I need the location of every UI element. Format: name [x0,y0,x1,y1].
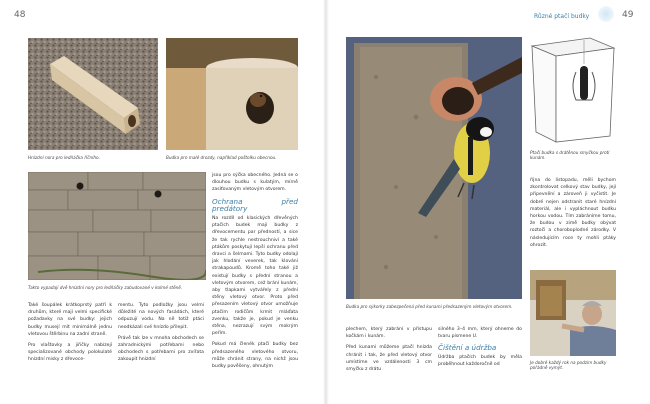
paragraph: Před kunami můžeme ptačí hnízda chránit i tak, že před vletový otvor umístíme ve vzdálenosti 3 cm smyčku z drátu [346,345,432,373]
wall-photo [28,172,206,280]
paragraph: Na rozdíl od klasických dřevěných ptačích budek mají budky z dřevocementu par předností, a sice že tak rychle nestrouchniví a také ptákům poskytují lepší ochranu před dravci a šelmami. Tyto budky odolají jak hlodání veverek, tak klování strakapoudů. Kromě toho také již existují budky s přední stranou a vletovým otvorem, cež brání kunám, aby tlapkami vytvářely z přední stěny vletový otvor. Proto před přesazením vletový otvor umožňuje ptačím rodičům krmit mláďata zvenku, takže je, pokud je venku stěna, nezrazují svým mokrým peřím. [212,216,298,337]
right-page-number: 49 [622,10,634,20]
left-text-col1 [28,302,112,368]
caption-diagram: Ptačí budka s drátěnou smyčkou proti kunám. [530,150,610,161]
caption-wall: Takto vypadají dvě hnízdní nory pro ledňáčky zabudované v kolmé stěně. [28,285,183,290]
book-spine [323,0,329,404]
paragraph: mentu. Tyto podložky jsou velmi důležité na nových fasádách, které odpuzují vodu. Na ně totiž ptáci neodkázali své hnízdo přilepit. [118,303,204,330]
nest-box-diagram [530,36,616,148]
cleaning-photo [530,270,616,356]
paragraph: Také šoupálek krátkoprstý patří k druhům, které mají velmi specifické požadavky na své budky: jejich budky musejí mít minimálně jednu vletovou štěrbinu na zadní straně. [28,303,112,337]
header-ornament [598,6,614,22]
great-tit-photo [346,37,522,299]
right-text-colB [438,326,522,372]
paragraph: Údržba ptačích budek by měla proběhnout každoročně od [438,354,522,367]
right-text-colC [530,177,616,253]
paragraph: října do listopadu, měli bychom zkontrolovat celkový stav budky, její připevnění a zároveň ji vyčistit. Je dobré nejen odstranit staré hnízdní materiál, ale i vypláchnout budku horkou vodou. Tím zabráníme tomu, že budou v zimě budky obývat roztoči a choroboplodné zárodky. V následujícím roce ty mohli ptáky ohrozit. [530,178,616,248]
paragraph: Pokud má členék ptačí budky bez předsazeného vletového otvoru, může chránit strany, na nichž jsou budky pověšeny, ohnutým [212,342,298,370]
heading-maintenance: Čištění a údržba [438,343,497,353]
paragraph: Právě tak lze v mnoha obchodech se zahradnickými potřebami nebo obchodech s potřebami pro zvířata zakoupit hnízdní [118,335,204,363]
kingfisher-plank-photo [28,38,158,150]
heading-predators: Ochrana před predátory [212,196,298,213]
left-text-col2 [118,302,204,368]
paragraph: plechem, který zabrání v přístupu kočkám i kunám. [346,327,432,340]
right-text-colA [346,326,432,377]
running-header: Různé ptačí budky [534,13,590,20]
paragraph: jsou pro sýčka obecného. Jedná se o dlouhou budku s kulatým, mírně zasíťovaným vletovým otvorem. [212,173,298,193]
left-text-col3 [212,172,298,374]
paragraph: silného 3–4 mm, který ohneme do tvaru písmene U. [438,327,522,340]
caption-tit: Budka pro sýkorky zabezpečená před kunami předsazeným vletovým otvorem. [346,304,513,309]
caption-plank: Hnízdní nora pro ledňáčka říčního. [28,155,100,160]
caption-man: Je dobré každý rok na podzim budky pořádně vymýt. [530,360,607,371]
caption-box: Budka pro malé drozdy, například poštolku obecnou. [166,155,277,160]
nest-box-photo [166,38,298,150]
left-page-number: 48 [14,10,26,20]
paragraph: Pro vlaštovky a jiřičky nabízejí specializované obchody polokulaté hnízdní misky z dřevoce- [28,343,112,363]
